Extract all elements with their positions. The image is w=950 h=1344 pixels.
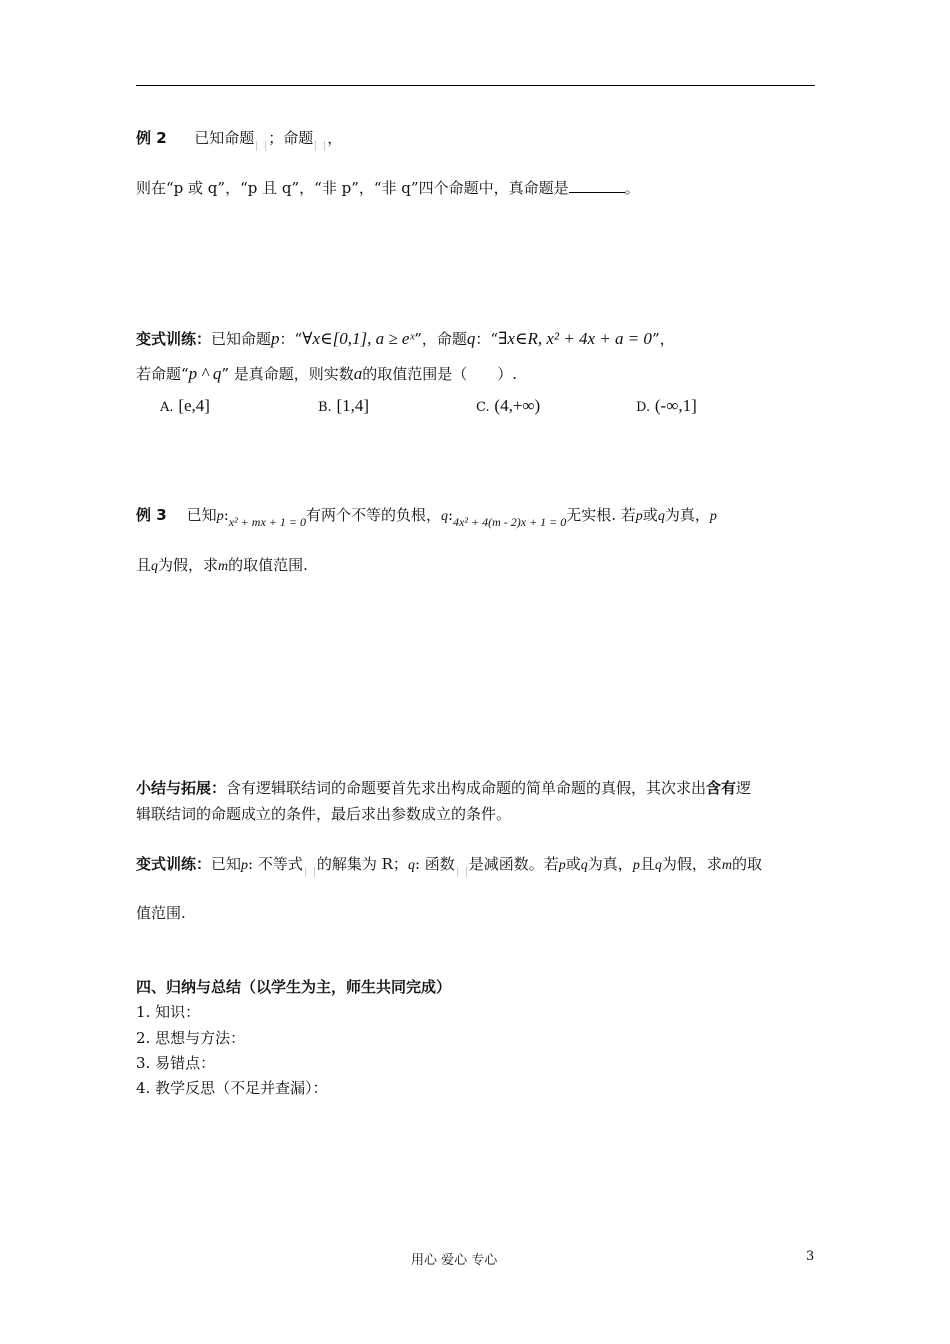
example-3-line-1 [136, 505, 717, 527]
summary-line-2 [136, 804, 511, 824]
variant-2-text: 的解集为 R； [316, 855, 408, 873]
variant-2-text: : 不等式 [248, 855, 303, 873]
variant-1-text: 已知命题 [211, 330, 272, 348]
equation-q: 4x² + 4(m - 2)x + 1 = 0 [453, 515, 567, 529]
variant-1-text: ”，命题 [414, 330, 467, 348]
section-4-title: 四、归纳与总结（以学生为主，师生共同完成） [136, 978, 452, 996]
option-letter: A. [160, 400, 174, 415]
math-proposition-p: ∀x∈[0,1], a ≥ eˣ [302, 329, 415, 348]
option-value: (4,+∞) [494, 396, 541, 415]
example-2-question: 则在“p 或 q”，“p 且 q”，“非 p”，“非 q”四个命题中，真命题是 [136, 179, 569, 197]
summary-text: 辑联结词的命题成立的条件，最后求出参数成立的条件。 [136, 805, 512, 823]
section-4-item-2: 2. 思想与方法： [136, 1029, 246, 1047]
equation-p: x² + mx + 1 = 0 [228, 515, 306, 529]
variant-2-text: 的取 [731, 855, 762, 873]
variant-1-text: 的取值范围是（ ）. [362, 365, 518, 383]
option-value: [e,4] [178, 396, 210, 415]
example-3-text: 为假，求 [158, 556, 219, 574]
math-p: p [271, 329, 280, 348]
variant-1-text: ：“ [475, 330, 499, 348]
example-2-label: 例 2 [136, 129, 167, 147]
example-3-text: 或 [642, 506, 658, 524]
section-4-item-3: 3. 易错点： [136, 1054, 216, 1072]
summary-label: 小结与拓展： [136, 779, 227, 797]
math-q: q [151, 559, 159, 574]
math-q: q [654, 858, 662, 873]
example-3-text: 有两个不等的负根， [305, 506, 441, 524]
variant-2-text: 为假，求 [661, 855, 722, 873]
math-m: m [721, 858, 732, 873]
option-letter: B. [318, 400, 332, 415]
variant-1-text: 若命题“ [136, 365, 189, 383]
example-2-text: ；命题 [268, 129, 314, 147]
page-number: 3 [806, 1249, 815, 1264]
example-2-line-2 [136, 178, 640, 198]
variant-2-text: : 函数 [414, 855, 455, 873]
summary-line-1 [136, 778, 751, 798]
example-3-text: 的取值范围. [228, 556, 308, 574]
example-3-label: 例 3 [136, 506, 167, 524]
variant-2-line-1 [136, 854, 762, 877]
variant-1-text: ” 是真命题，则实数 [221, 365, 354, 383]
variant-1-line-2 [136, 364, 517, 384]
math-p: p [241, 858, 249, 873]
example-2-text: ， [327, 129, 343, 147]
example-3-text: : [223, 506, 229, 524]
variant-2-text: 值范围. [136, 904, 186, 922]
option-c [476, 396, 540, 418]
formula-placeholder [457, 867, 467, 877]
header-rule [136, 85, 815, 86]
math-p: p [709, 509, 717, 524]
math-q: q [657, 509, 665, 524]
math-p: p [558, 858, 566, 873]
math-m: m [218, 559, 229, 574]
variant-1-line-1 [136, 329, 675, 349]
variant-2-label: 变式训练： [136, 855, 212, 873]
math-q: q [407, 858, 415, 873]
formula-placeholder [315, 141, 325, 151]
example-2-line-1 [136, 128, 342, 151]
option-letter: C. [476, 400, 490, 415]
math-p-and-q: p ^ q [188, 364, 222, 383]
example-3-text: 且 [136, 556, 152, 574]
variant-1-label: 变式训练： [136, 330, 212, 348]
math-q: q [466, 329, 476, 348]
math-p: p [216, 509, 224, 524]
variant-1-text: ：“ [279, 330, 303, 348]
summary-text: 逻 [736, 779, 752, 797]
math-q: q [580, 858, 588, 873]
example-3-text: 无实根. 若 [566, 506, 636, 524]
formula-placeholder [256, 141, 266, 151]
variant-2-line-2 [136, 903, 186, 923]
option-a [160, 396, 210, 418]
variant-1-text: ”， [651, 330, 675, 348]
footer-motto: 用心 爱心 专心 [411, 1253, 498, 1268]
option-letter: D. [636, 400, 651, 415]
section-4-item-1: 1. 知识： [136, 1003, 201, 1021]
math-a: a [353, 364, 363, 383]
variant-2-text: 为真， [587, 855, 633, 873]
option-b [318, 396, 369, 418]
option-d [636, 396, 697, 418]
variant-2-text: 或 [565, 855, 581, 873]
example-3-text: 已知 [186, 506, 217, 524]
section-4-item-4: 4. 教学反思（不足并查漏）： [136, 1079, 328, 1097]
summary-text: 含有逻辑联结词的命题要首先求出构成命题的简单命题的真假，其次求出 [226, 779, 707, 797]
example-3-text: : [447, 506, 454, 524]
option-value: [1,4] [336, 396, 370, 415]
example-3-line-2 [136, 555, 308, 577]
math-q: q [440, 509, 448, 524]
example-2-text: 。 [624, 179, 640, 197]
answer-blank [569, 178, 625, 193]
variant-2-text: 是减函数。若 [468, 855, 559, 873]
summary-bold-text: 含有 [706, 779, 737, 797]
math-p: p [632, 858, 640, 873]
example-2-text: 已知命题 [194, 129, 255, 147]
example-3-text: 为真， [664, 506, 710, 524]
math-proposition-q: ∃x∈R, x² + 4x + a = 0 [498, 329, 652, 348]
math-p: p [635, 509, 643, 524]
variant-2-text: 且 [639, 855, 655, 873]
variant-2-text: 已知 [211, 855, 242, 873]
formula-placeholder [305, 867, 315, 877]
option-value: (-∞,1] [654, 396, 697, 415]
